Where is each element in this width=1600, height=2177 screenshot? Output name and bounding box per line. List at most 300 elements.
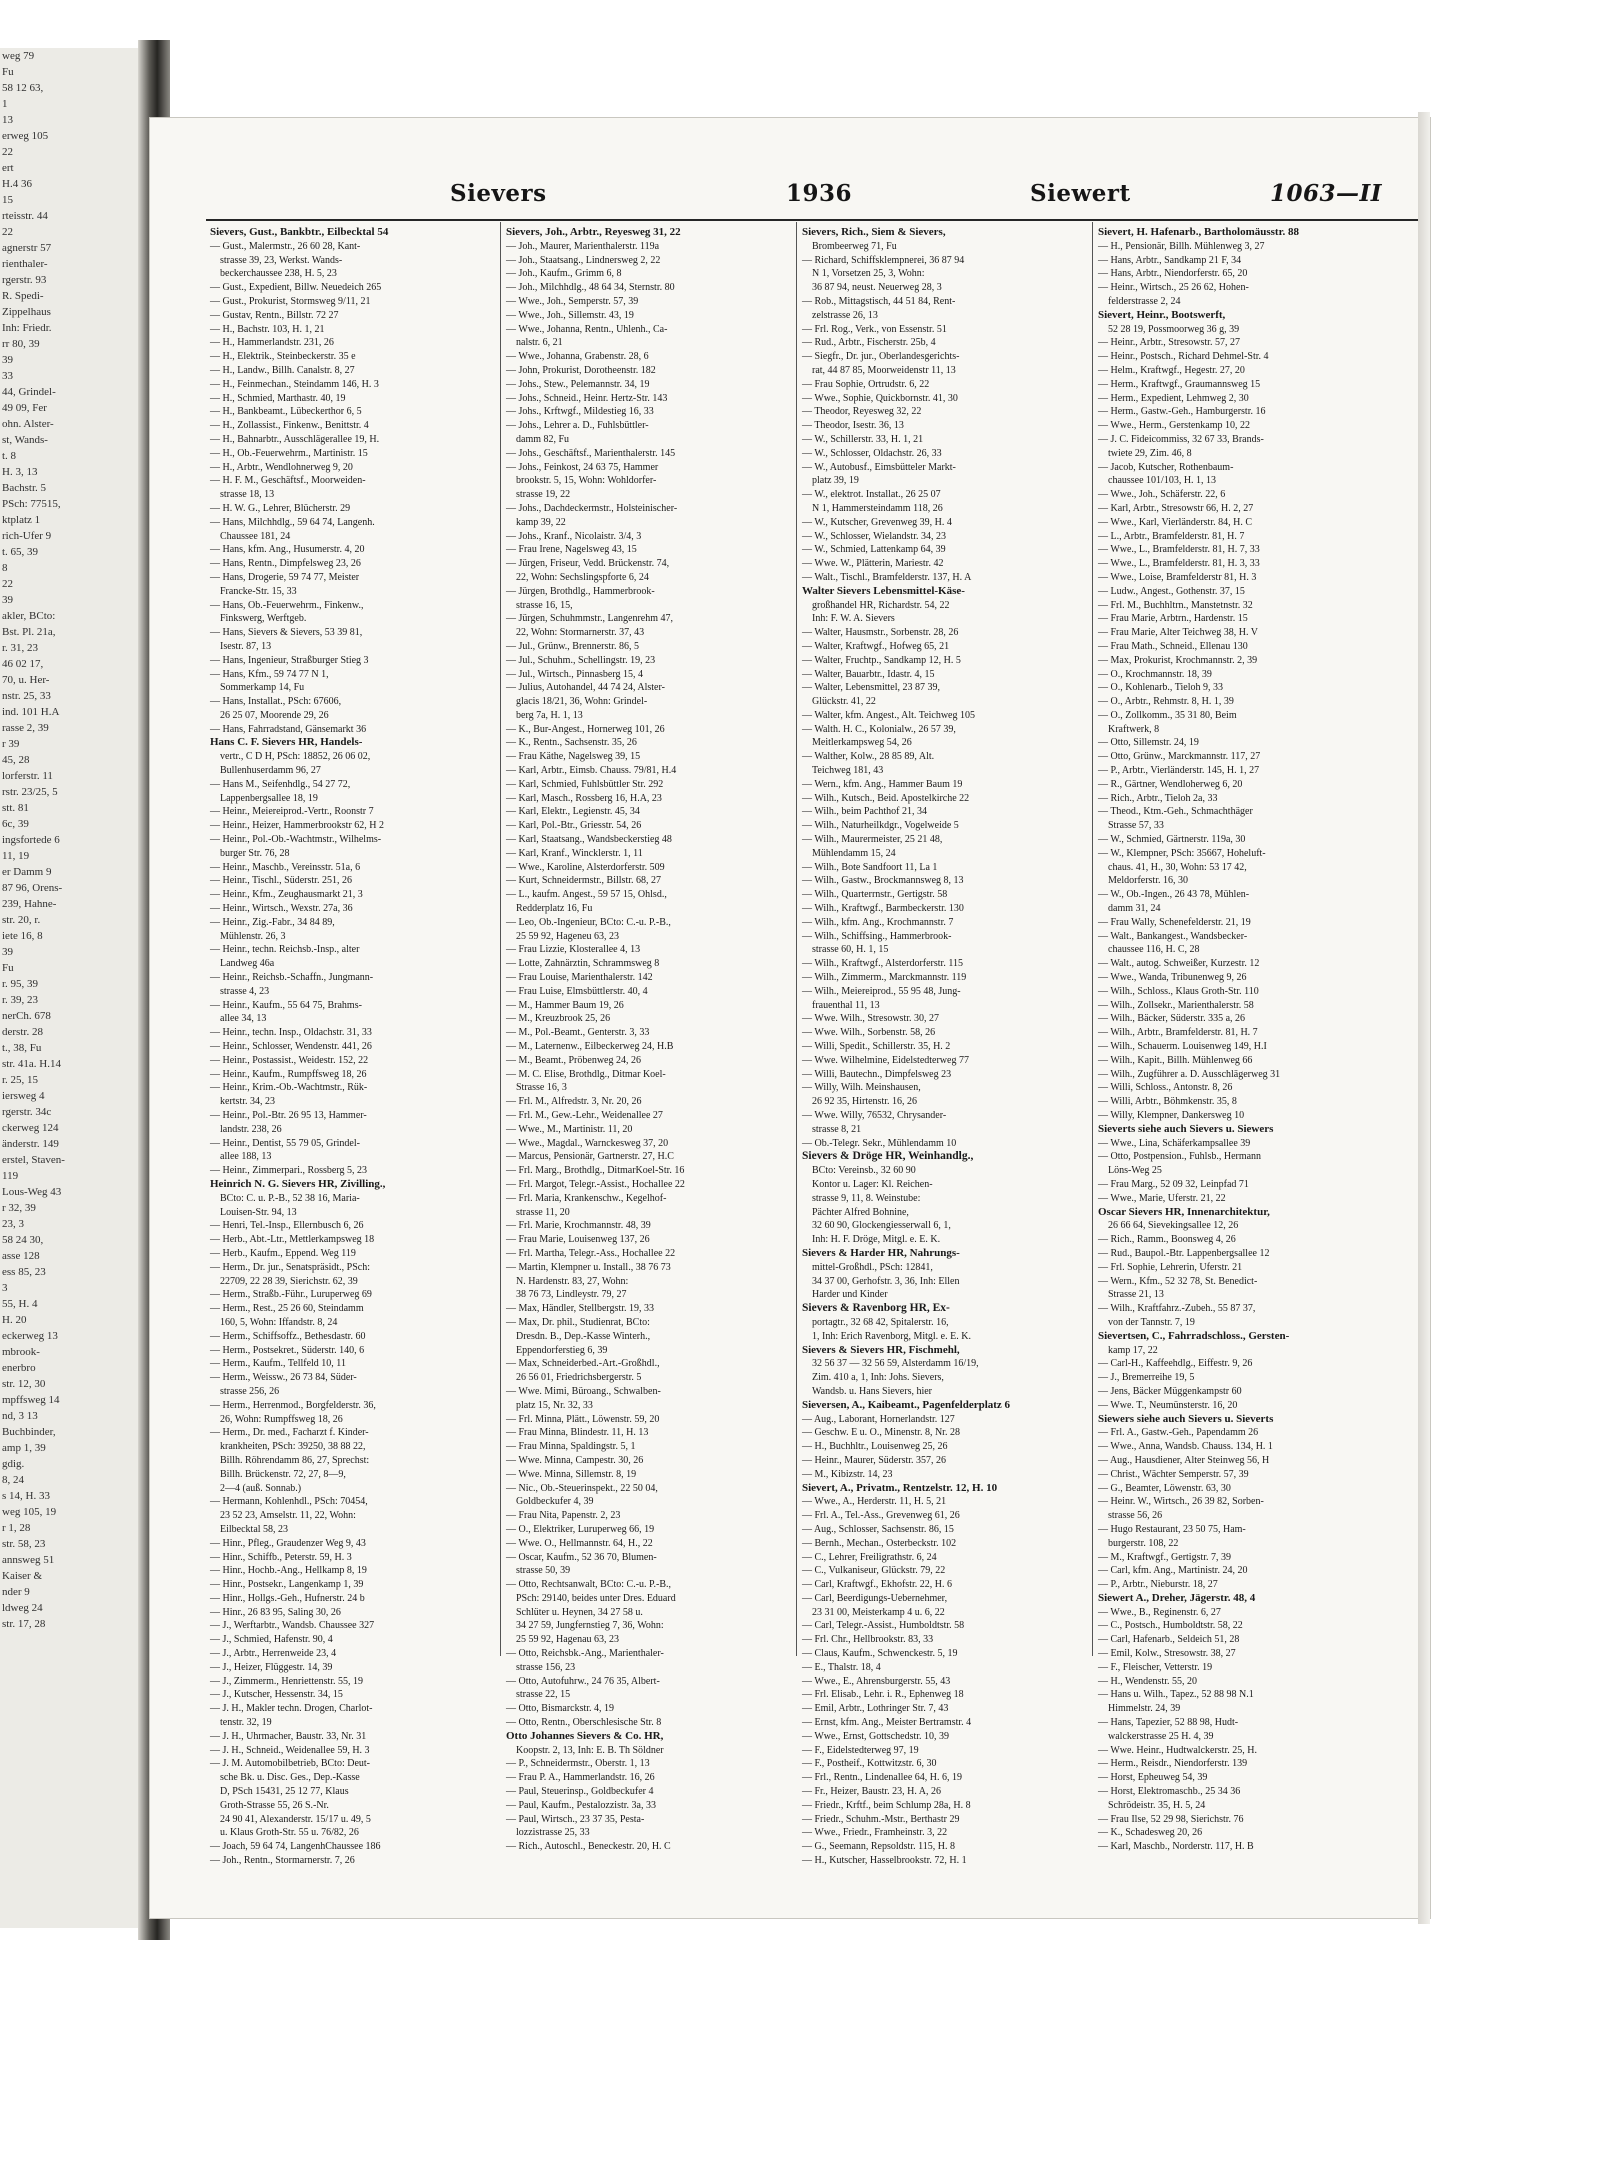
directory-entry: — Horst, Epheuweg 54, 39 [1098,1772,1208,1784]
previous-page-line: Buchbinder, [2,1426,56,1438]
directory-entry: — H., Zollassist., Finkenw., Benittstr. 4 [210,420,369,432]
directory-entry: — Wilh., Zollsekr., Marienthalerstr. 58 [1098,999,1254,1011]
directory-entry: — Wwe., A., Herderstr. 11, H. 5, 21 [802,1496,947,1508]
directory-entry: Sievertsen, C., Fahrradschloss., Gersten- [1098,1329,1290,1342]
previous-page-line: 87 96, Orens- [2,882,63,894]
directory-entry: — Carl, Beerdigungs-Uebernehmer, [802,1592,948,1604]
previous-page-line: r. 25, 15 [2,1074,39,1086]
directory-entry: — Frl., Rentn., Lindenallee 64, H. 6, 19 [802,1772,962,1784]
directory-entry: — Wwe. Wilh., Sorbenstr. 58, 26 [802,1027,936,1039]
header-year: 1936 [786,180,853,207]
directory-entry: — H., Landw., Billh. Canalstr. 8, 27 [210,364,355,376]
previous-page-line: 70, u. Her- [2,674,50,686]
directory-entry: — Gust., Expedient, Billw. Neuedeich 265 [210,282,382,294]
previous-page-line: iersweg 4 [2,1090,45,1102]
directory-entry: u. Klaus Groth-Str. 55 u. 76/82, 26 [220,1827,359,1839]
directory-entry: — Paul, Wirtsch., 23 37 35, Pesta- [506,1813,645,1825]
page-header [190,180,1420,216]
directory-entry: Siewert A., Dreher, Jägerstr. 48, 4 [1098,1591,1256,1604]
directory-entry: — Frau Marie, Alter Teichweg 38, H. V [1098,627,1259,639]
column-4 [1098,226,1382,1853]
directory-entry: — Walt., Bankangest., Wandsbecker- [1098,930,1248,942]
directory-entry: — Henri, Tel.-Insp., Ellernbusch 6, 26 [210,1220,364,1232]
previous-page-line: Bachstr. 5 [2,482,46,494]
directory-entry: — Hans, Rentn., Dimpfelsweg 23, 26 [210,558,361,570]
directory-entry: — Wwe., L., Bramfelderstr. 81, H. 7, 33 [1098,544,1260,556]
directory-entry: — Karl, Staatsang., Wandsbeckerstieg 48 [506,834,672,846]
directory-entry: — Karl, Kranf., Wincklerstr. 1, 11 [506,847,643,859]
directory-entry: 34 27 59, Jungfernstieg 7, 36, Wohn: [516,1620,664,1632]
previous-page-line: änderstr. 149 [2,1138,59,1150]
previous-page-line: Inh: Friedr. [2,322,52,334]
previous-page-line: weg 79 [2,50,35,62]
directory-entry: — Frau Marg., 52 09 32, Leinpfad 71 [1098,1178,1249,1190]
directory-entry: — Frl. Chr., Hellbrookstr. 83, 33 [802,1634,934,1646]
directory-entry: Sievert, A., Privatm., Rentzelstr. 12, H. 10 [802,1481,998,1494]
directory-entry: — Wilh., Schiffsing., Hammerbrook- [802,930,952,942]
directory-entry: 23 31 00, Meisterkamp 4 u. 6, 22 [812,1606,945,1618]
directory-entry: Strasse 16, 3 [516,1082,567,1094]
directory-entry: — J. C. Fideicommiss, 32 67 33, Brands- [1098,433,1264,445]
directory-entry: — Karl, Masch., Rossberg 16, H.A, 23 [506,792,662,804]
directory-entry: — Heinr., Krim.-Ob.-Wachtmstr., Rük- [210,1082,368,1094]
directory-entry: — Johs., Krftwgf., Mildestieg 16, 33 [506,406,654,418]
directory-entry: — M., Pol.-Beamt., Genterstr. 3, 33 [506,1027,650,1039]
directory-entry: — Otto, Grünw., Marckmannstr. 117, 27 [1098,751,1261,763]
directory-entry: — H., Bahnarbtr., Ausschlägerallee 19, H. [210,433,380,445]
directory-page [150,118,1430,1918]
previous-page-line: akler, BCto: [2,610,56,622]
previous-page-line: 45, 28 [2,754,30,766]
directory-entry: — Wilh., Quarterrnstr., Gertigstr. 58 [802,889,948,901]
directory-entry: — Wwe. O., Hellmannstr. 64, H., 22 [506,1537,653,1549]
directory-entry: strasse 18, 13 [220,489,275,501]
directory-entry: strasse 256, 26 [220,1385,280,1397]
directory-entry: — J., Schmied, Hafenstr. 90, 4 [210,1634,333,1646]
directory-entry: Sieverts siehe auch Sievers u. Siewers [1098,1122,1274,1135]
directory-entry: — F., Eidelstedterweg 97, 19 [802,1744,919,1756]
column-3 [802,226,1086,1867]
directory-entry: — Walth. H. C., Kolonialw., 26 57 39, [802,723,956,735]
previous-page-line: 15 [2,194,13,206]
directory-entry: BCto: Vereinsb., 32 60 90 [812,1165,916,1177]
directory-entry: — W., Schmied, Lattenkamp 64, 39 [802,544,946,556]
directory-entry: — Emil, Arbtr., Lothringer Str. 7, 43 [802,1703,949,1715]
directory-entry: — Hans, Fahrradstand, Gänsemarkt 36 [210,723,367,735]
directory-entry: platz 39, 19 [812,475,859,487]
directory-entry: — Heinr., Kaufm., Rumpffsweg 18, 26 [210,1068,367,1080]
directory-entry: — Wilh., Kraftwgf., Alsterdorferstr. 115 [802,958,963,970]
previous-page-line: 22 [2,146,13,158]
directory-entry: — Heinr., Pol.-Ob.-Wachtmstr., Wilhelms- [210,834,382,846]
directory-entry: — Frl. Minna, Plätt., Löwenstr. 59, 20 [506,1413,660,1425]
directory-entry: — Frl. Marg., Brothdlg., DitmarKoel-Str. 16 [506,1165,685,1177]
directory-entry: — Wwe., Joh., Schäferstr. 22, 6 [1098,489,1226,501]
directory-entry: Hans C. F. Sievers HR, Handels- [210,736,363,749]
directory-entry: Mühlendamm 15, 24 [812,847,896,859]
directory-entry: Harder und Kinder [812,1289,888,1301]
directory-entry: — Paul, Steuerinsp., Goldbeckufer 4 [506,1786,654,1798]
directory-entry: krankheiten, PSch: 39250, 38 88 22, [220,1441,366,1453]
previous-page-line: rstr. 23/25, 5 [2,786,58,798]
directory-entry: zelstrasse 26, 13 [812,309,878,321]
previous-page-line: r. 39, 23 [2,994,39,1006]
directory-entry: Heinrich N. G. Sievers HR, Zivilling., [210,1177,386,1190]
previous-page-line: rasse 2, 39 [2,722,49,734]
directory-entry: — Wilh., Kapit., Billh. Mühlenweg 66 [1098,1054,1253,1066]
directory-entry: — Herm., Reisdr., Niendorferstr. 139 [1098,1758,1248,1770]
previous-page-line: mpffsweg 14 [2,1394,60,1406]
directory-entry: 24 90 41, Alexanderstr. 15/17 u. 49, 5 [220,1813,371,1825]
directory-entry: walckerstrasse 25 H. 4, 39 [1108,1730,1214,1742]
previous-page-line: H. 3, 13 [2,466,38,478]
directory-entry: strasse 19, 22 [516,489,571,501]
directory-entry: kamp 39, 22 [516,516,566,528]
directory-entry: Goldbeckufer 4, 39 [516,1496,594,1508]
directory-entry: 32 60 90, Glockengiesserwall 6, 1, [812,1220,951,1232]
previous-page-line: r 1, 28 [2,1522,31,1534]
directory-entry: Glückstr. 41, 22 [812,696,876,708]
directory-entry: — Aug., Schlosser, Sachsenstr. 86, 15 [802,1523,954,1535]
directory-entry: — Wwe. W., Plätterin, Mariestr. 42 [802,558,944,570]
directory-entry: — Heinr., Zimmerpari., Rossberg 5, 23 [210,1165,368,1177]
directory-entry: — Herm., Dr. med., Facharzt f. Kinder- [210,1427,369,1439]
directory-entry: — Otto, Rentn., Oberschlesische Str. 8 [506,1717,662,1729]
directory-entry: vertr., C D H, PSch: 18852, 26 06 02, [220,751,371,763]
directory-entry: — Wwe., Joh., Semperstr. 57, 39 [506,295,639,307]
directory-entry: — H., Schmied, Marthastr. 40, 19 [210,392,346,404]
directory-entry: Sievers & Ravenborg HR, Ex- [802,1302,950,1315]
directory-entry: — Paul, Kaufm., Pestalozzistr. 3a, 33 [506,1799,656,1811]
directory-entry: — Heinr., Schlosser, Wendenstr. 441, 26 [210,1041,372,1053]
previous-page-line: ind. 101 H.A [2,706,60,718]
directory-entry: Sievers, Rich., Siem & Sievers, [802,226,946,238]
directory-entry: — O., Elektriker, Luruperweg 66, 19 [506,1523,655,1535]
directory-entry: — Walter, Fruchtp., Sandkamp 12, H. 5 [802,654,961,666]
directory-entry: — Karl, Schmied, Fuhlsbüttler Str. 292 [506,778,664,790]
directory-entry: — Wilh., Gastw., Brockmannsweg 8, 13 [802,875,964,887]
directory-entry: — Wwe., Marie, Uferstr. 21, 22 [1098,1192,1226,1204]
directory-entry: — Wilh., Bote Sandfoort 11, La 1 [802,861,938,873]
directory-entry: allee 34, 13 [220,1013,267,1025]
directory-entry: Eppendorferstieg 6, 39 [516,1344,608,1356]
directory-entry: — Jürgen, Schuhmmstr., Langenrehm 47, [506,613,674,625]
directory-entry: Sievert, Heinr., Bootswerft, [1098,308,1226,321]
directory-entry: — J. H., Schneid., Weidenallee 59, H. 3 [210,1744,370,1756]
directory-entry: — Friedr., Krftf., beim Schlump 28a, H. 8 [802,1799,971,1811]
directory-entry: Meitlerkampsweg 54, 26 [812,737,912,749]
directory-entry: — Walter, Kraftwgf., Hofweg 65, 21 [802,640,950,652]
previous-page-line: er Damm 9 [2,866,52,878]
directory-entry: — Joh., Milchhdlg., 48 64 34, Sternstr. 80 [506,282,675,294]
directory-entry: PSch: 29140, beides unter Dres. Eduard [516,1592,676,1604]
directory-entry: — O., Kohlenarb., Tieloh 9, 33 [1098,682,1223,694]
previous-page-line: R. Spedi- [2,290,44,302]
previous-page-line: rienthaler- [2,258,48,270]
directory-entry: — Wilh., Maurermeister, 25 21 48, [802,834,943,846]
directory-entry: — Max, Prokurist, Krochmannstr. 2, 39 [1098,654,1258,666]
directory-entry: — Willy, Klempner, Dankersweg 10 [1098,1110,1245,1121]
directory-entry: — C., Vulkaniseur, Glückstr. 79, 22 [802,1565,946,1577]
directory-entry: — W., Kutscher, Grevenweg 39, H. 4 [802,516,952,528]
directory-entry: felderstrasse 2, 24 [1108,295,1181,307]
directory-entry: — Frau Nita, Papenstr. 2, 23 [506,1510,621,1522]
directory-entry: — Frau Sophie, Ortrudstr. 6, 22 [802,378,930,390]
previous-page-line: erweg 105 [2,130,49,142]
previous-page-line: 58 12 63, [2,82,44,94]
directory-entry: Schrödeistr. 35, H. 5, 24 [1108,1799,1206,1811]
directory-entry: — Jul., Schuhm., Schellingstr. 19, 23 [506,654,656,666]
directory-entry: damm 31, 24 [1108,903,1161,915]
directory-entry: Groth-Strasse 55, 26 S.-Nr. [220,1799,329,1811]
directory-entry: — K., Schadesweg 20, 26 [1098,1827,1203,1839]
directory-entry: — Christ., Wächter Semperstr. 57, 39 [1098,1468,1249,1480]
directory-entry: — Wwe., Karoline, Alsterdorferstr. 509 [506,861,665,873]
previous-page-line: nder 9 [2,1586,30,1598]
directory-entry: portagtr., 32 68 42, Spitalerstr. 16, [812,1316,949,1328]
directory-entry: strasse 16, 15, [516,599,573,611]
directory-entry: — Walther, Kolw., 28 85 89, Alt. [802,751,935,763]
directory-entry: strasse 60, H. 1, 15 [812,944,889,956]
directory-entry: — Wwe., Ernst, Gottschedstr. 10, 39 [802,1730,950,1742]
directory-entry: — Leo, Ob.-Ingenieur, BCto: C.-u. P.-B., [506,916,671,928]
directory-entry: chaussee 101/103, H. 1, 13 [1108,475,1217,487]
directory-entry: — Heinr., Pol.-Btr. 26 95 13, Hammer- [210,1110,367,1121]
directory-entry: — Frau Minna, Spaldingstr. 5, 1 [506,1441,636,1453]
directory-entry: Zim. 410 a, 1, Inh: Johs. Sievers, [812,1372,944,1384]
directory-entry: — Rich., Autoschl., Beneckestr. 20, H. C [506,1841,671,1853]
directory-entry: — Wwe., Wanda, Tribunenweg 9, 26 [1098,972,1247,984]
directory-entry: — Kurt, Schneidermstr., Billstr. 68, 27 [506,875,661,887]
directory-entry: — Frau Luise, Elmsbüttlerstr. 40, 4 [506,985,648,997]
directory-entry: kertstr. 34, 23 [220,1096,275,1108]
directory-entry: Oscar Sievers HR, Innenarchitektur, [1098,1205,1270,1218]
directory-entry: — F., Postheif., Kottwitzstr. 6, 30 [802,1758,937,1770]
directory-entry: Koopstr. 2, 13, Inh: E. B. Th Söldner [516,1744,664,1756]
directory-entry: — Heinr., Kaufm., 55 64 75, Brahms- [210,999,362,1011]
directory-entry: — L., Arbtr., Bramfelderstr. 81, H. 7 [1098,530,1245,542]
directory-entry: 26, Wohn: Rumpffsweg 18, 26 [220,1413,343,1425]
directory-entry: — Frau P. A., Hammerlandstr. 16, 26 [506,1772,655,1784]
directory-entry: — Claus, Kaufm., Schwenckestr. 5, 19 [802,1648,958,1660]
previous-page-line: str. 12, 30 [2,1378,46,1390]
directory-entry: — Wilh., Kutsch., Beid. Apostelkirche 22 [802,792,970,804]
directory-entry: — Hinr., Hochb.-Ang., Hellkamp 8, 19 [210,1565,367,1577]
directory-entry: — Karl, Arbtr., Eimsb. Chauss. 79/81, H.4 [506,765,677,777]
directory-entry: — Max, Händler, Stellbergstr. 19, 33 [506,1303,655,1315]
directory-entry: — P., Arbtr., Nieburstr. 18, 27 [1098,1579,1218,1591]
header-left-name: Sievers [450,180,547,207]
directory-entry: Finkswerg, Werftgeb. [220,613,307,625]
directory-entry: — Herm., Kaufm., Tellfeld 10, 11 [210,1358,346,1370]
directory-entry: — Heinr., Tischl., Süderstr. 251, 26 [210,875,352,887]
directory-entry: — Walter, kfm. Angest., Alt. Teichweg 105 [802,709,975,721]
directory-entry: — Carl, Telegr.-Assist., Humboldtstr. 58 [802,1620,965,1632]
directory-entry: — Johs., Geschäftsf., Marienthalerstr. 145 [506,447,676,459]
directory-entry: — J., Werftarbtr., Wandsb. Chaussee 327 [210,1620,375,1632]
directory-entry: — Herm., Gastw.-Geh., Hamburgerstr. 16 [1098,406,1266,418]
directory-entry: — Herm., Schiffsoffz., Bethesdastr. 60 [210,1330,366,1342]
directory-entry: — M., Kraftwgf., Gertigstr. 7, 39 [1098,1551,1232,1563]
directory-entry: — O., Arbtr., Rehmstr. 8, H. 1, 39 [1098,696,1234,708]
directory-entry: — Bernh., Mechan., Osterbeckstr. 102 [802,1537,957,1549]
previous-page-line: t. 65, 39 [2,546,39,558]
directory-entry: — M., Kibizstr. 14, 23 [802,1468,893,1480]
column-divider [796,222,797,1656]
directory-entry: — Max, Schneiderbed.-Art.-Großhdl., [506,1358,660,1370]
directory-entry: — Heinr., Reichsb.-Schaffn., Jungmann- [210,972,374,984]
directory-entry: — Heinr. W., Wirtsch., 26 39 82, Sorben- [1098,1496,1264,1508]
directory-entry: — H., Pensionär, Billh. Mühlenweg 3, 27 [1098,240,1265,252]
previous-page-line: 39 [2,946,13,958]
directory-entry: — Wilh., Zugführer a. D. Ausschlägerweg 31 [1098,1068,1281,1080]
directory-entry: — Willy, Wilh. Meinshausen, [802,1082,921,1094]
previous-page-line: 44, Grindel- [2,386,56,398]
directory-entry: — Rud., Arbtr., Fischerstr. 25b, 4 [802,337,936,349]
directory-entry: strasse 56, 26 [1108,1510,1163,1522]
directory-entry: — Wwe. Willy, 76532, Chrysander- [802,1110,947,1121]
directory-entry: Bullenhuserdamm 96, 27 [220,765,321,777]
directory-entry: — Willi, Bautechn., Dimpfelsweg 23 [802,1068,952,1080]
previous-page-line: t. 8 [2,450,17,462]
directory-entry: 160, 5, Wohn: Iffandstr. 8, 24 [220,1316,338,1328]
directory-entry: Chaussee 181, 24 [220,530,291,542]
directory-entry: — Hans, Kfm., 59 74 77 N 1, [210,668,329,680]
column-divider [500,222,501,1656]
directory-entry: — Wwe., Lina, Schäferkampsallee 39 [1098,1137,1251,1149]
previous-page-line: lorferstr. 11 [2,770,53,782]
directory-entry: — Otto, Reichsbk.-Ang., Marienthaler- [506,1648,664,1660]
directory-entry: — W., elektrot. Installat., 26 25 07 [802,489,941,501]
previous-page-line: 33 [2,370,13,382]
directory-entry: 26 92 35, Hirtenstr. 16, 26 [812,1096,917,1108]
directory-entry: — Walter, Bauarbtr., Idastr. 4, 15 [802,668,935,680]
previous-page-line: s 14, H. 33 [2,1490,50,1502]
previous-page-line: ess 85, 23 [2,1266,46,1278]
directory-entry: — H., Bankbeamt., Lübeckerthor 6, 5 [210,406,362,418]
directory-entry: — Willi, Spedit., Schillerstr. 35, H. 2 [802,1041,951,1053]
previous-page-line: t., 38, Fu [2,1042,42,1054]
directory-entry: — Otto, Autofuhrw., 24 76 35, Albert- [506,1675,660,1687]
directory-entry: Dresdn. B., Dep.-Kasse Winterh., [516,1330,651,1342]
directory-entry: 26 25 07, Moorende 29, 26 [220,709,329,721]
directory-entry: — Hans, Sievers & Sievers, 53 39 81, [210,627,363,639]
previous-page-line: 119 [2,1170,19,1182]
directory-entry: Mühlenstr. 26, 3 [220,930,286,942]
directory-entry: chaussee 116, H. C, 28 [1108,944,1200,956]
previous-page-line: r 39 [2,738,20,750]
directory-entry: — W., Klempner, PSch: 35667, Hoheluft- [1098,847,1266,859]
directory-entry: — Wilh., kfm. Ang., Krochmannstr. 7 [802,916,954,928]
directory-entry: — Herm., Expedient, Lehmweg 2, 30 [1098,392,1249,404]
directory-entry: großhandel HR, Richardstr. 54, 22 [812,599,950,611]
directory-entry: — Geschw. E u. O., Minenstr. 8, Nr. 28 [802,1427,960,1439]
directory-entry: — J., Heizer, Flüggestr. 14, 39 [210,1661,333,1673]
directory-entry: Kraftwerk, 8 [1108,723,1160,735]
directory-entry: — Wwe. T., Neumünsterstr. 16, 20 [1098,1399,1238,1411]
directory-entry: — Richard, Schiffsklempnerei, 36 87 94 [802,254,965,266]
directory-entry: — J., Arbtr., Herrenweide 23, 4 [210,1648,337,1660]
directory-entry: — Wilh., Kraftwgf., Barmbeckerstr. 130 [802,903,964,915]
directory-entry: damm 82, Fu [516,433,570,445]
directory-entry: — J. M. Automobilbetrieb, BCto: Deut- [210,1758,370,1770]
previous-page-line: ert [2,162,14,174]
directory-entry: — Frl. M., Alfredstr. 3, Nr. 20, 26 [506,1096,642,1108]
directory-entry: — Hermann, Kohlenhdl., PSch: 70454, [210,1496,368,1508]
directory-entry: — H., Feinmechan., Steindamm 146, H. 3 [210,378,379,390]
directory-entry: — Frl. Elisab., Lehr. i. R., Ephenweg 18 [802,1689,964,1701]
directory-entry: burgerstr. 108, 22 [1108,1537,1179,1549]
directory-entry: — Hugo Restaurant, 23 50 75, Ham- [1098,1523,1246,1535]
directory-entry: D, PSch 15431, 25 12 77, Klaus [220,1786,349,1798]
directory-entry: Brombeerweg 71, Fu [812,240,897,252]
directory-entry: — Frau Irene, Nagelsweg 43, 15 [506,544,637,556]
previous-page-line: 46 02 17, [2,658,44,670]
directory-entry: — Gust., Malermstr., 26 60 28, Kant- [210,240,361,252]
directory-entry: — Helm., Kraftwgf., Hegestr. 27, 20 [1098,364,1245,376]
directory-entry: — Rob., Mittagstisch, 44 51 84, Rent- [802,295,956,307]
directory-entry: — C., Postsch., Humboldtstr. 58, 22 [1098,1620,1243,1632]
directory-entry: — Frl. A., Gastw.-Geh., Papendamm 26 [1098,1427,1259,1439]
directory-entry: — Frau Math., Schneid., Ellenau 130 [1098,640,1248,652]
previous-page-line: 3 [2,1282,8,1294]
directory-entry: 36 87 94, neust. Neuerweg 28, 3 [812,282,942,294]
directory-entry: Sievers, Joh., Arbtr., Reyesweg 31, 22 [506,226,681,238]
directory-entry: 1, Inh: Erich Ravenborg, Mitgl. e. E. K. [812,1330,971,1342]
directory-entry: — H., Arbtr., Wendlohnerweg 9, 20 [210,461,353,473]
previous-page-line: r. 31, 23 [2,642,39,654]
directory-entry: 25 59 92, Hagenau 63, 23 [516,1634,620,1646]
directory-entry: — W., Schlosser, Wielandstr. 34, 23 [802,530,947,542]
directory-entry: — Wwe. Wilhelmine, Eidelstedterweg 77 [802,1054,969,1066]
directory-entry: — H., Buchhltr., Louisenweg 25, 26 [802,1441,948,1453]
directory-entry: mittel-Großhdl., PSch: 12841, [812,1261,933,1273]
directory-entry: — Frl. A., Tel.-Ass., Grevenweg 61, 26 [802,1510,960,1522]
previous-page-line: 49 09, Fer [2,402,47,414]
directory-entry: 25 59 92, Hageneu 63, 23 [516,930,620,942]
directory-entry: — Theodor, Isestr. 36, 13 [802,420,904,432]
directory-entry: — Rich., Arbtr., Tieloh 2a, 33 [1098,792,1218,804]
directory-entry: — Johs., Kranf., Nicolaistr. 3/4, 3 [506,530,642,542]
directory-entry: — Herm., Postsekret., Süderstr. 140, 6 [210,1344,365,1356]
directory-entry: — Walt., autog. Schweißer, Kurzestr. 12 [1098,958,1260,970]
directory-entry: — Joh., Kaufm., Grimm 6, 8 [506,268,622,280]
directory-entry: — W., Ob.-Ingen., 26 43 78, Mühlen- [1098,889,1250,901]
directory-entry: — Marcus, Pensionär, Gartnerstr. 27, H.C [506,1151,674,1163]
directory-entry: — Wilh., Arbtr., Bramfelderstr. 81, H. 7 [1098,1027,1258,1039]
previous-page-line: nstr. 25, 33 [2,690,51,702]
directory-entry: Sievers & Dröge HR, Weinhandlg., [802,1150,974,1163]
directory-entry: — Rud., Baupol.-Btr. Lappenbergsallee 12 [1098,1247,1270,1259]
directory-entry: — Wwe., Loise, Bramfelderstr 81, H. 3 [1098,571,1257,583]
previous-page-line: ldweg 24 [2,1602,43,1614]
directory-entry: 34 37 00, Gerhofstr. 3, 36, Inh: Ellen [812,1275,960,1287]
directory-entry: — Frl. Maria, Krankenschw., Kegelhof- [506,1192,667,1204]
directory-entry: — Wwe., E., Ahrensburgerstr. 55, 43 [802,1675,951,1687]
directory-entry: — G., Beamter, Löwenstr. 63, 30 [1098,1482,1231,1494]
directory-entry: — Friedr., Schuhm.-Mstr., Berthastr 29 [802,1813,960,1825]
directory-entry: — Heinr., Heizer, Hammerbrookstr 62, H 2 [210,820,384,832]
directory-entry: — Wilh., Meiereiprod., 55 95 48, Jung- [802,985,961,997]
directory-entry: — Carl, kfm. Ang., Martinistr. 24, 20 [1098,1565,1248,1577]
directory-entry: — M., Kreuzbrook 25, 26 [506,1013,611,1025]
directory-entry: — Aug., Laborant, Hornerlandstr. 127 [802,1413,955,1425]
directory-entry: Sievers & Sievers HR, Fischmehl, [802,1343,960,1356]
directory-entry: — Herm., Herrenmod., Borgfelderstr. 36, [210,1399,376,1411]
directory-entry: — Hinr., 26 83 95, Saling 30, 26 [210,1606,341,1618]
directory-entry: Billh. Brückenstr. 72, 27, 8—9, [220,1468,346,1480]
directory-entry: — Theod., Ktm.-Geh., Schmachthäger [1098,806,1253,818]
